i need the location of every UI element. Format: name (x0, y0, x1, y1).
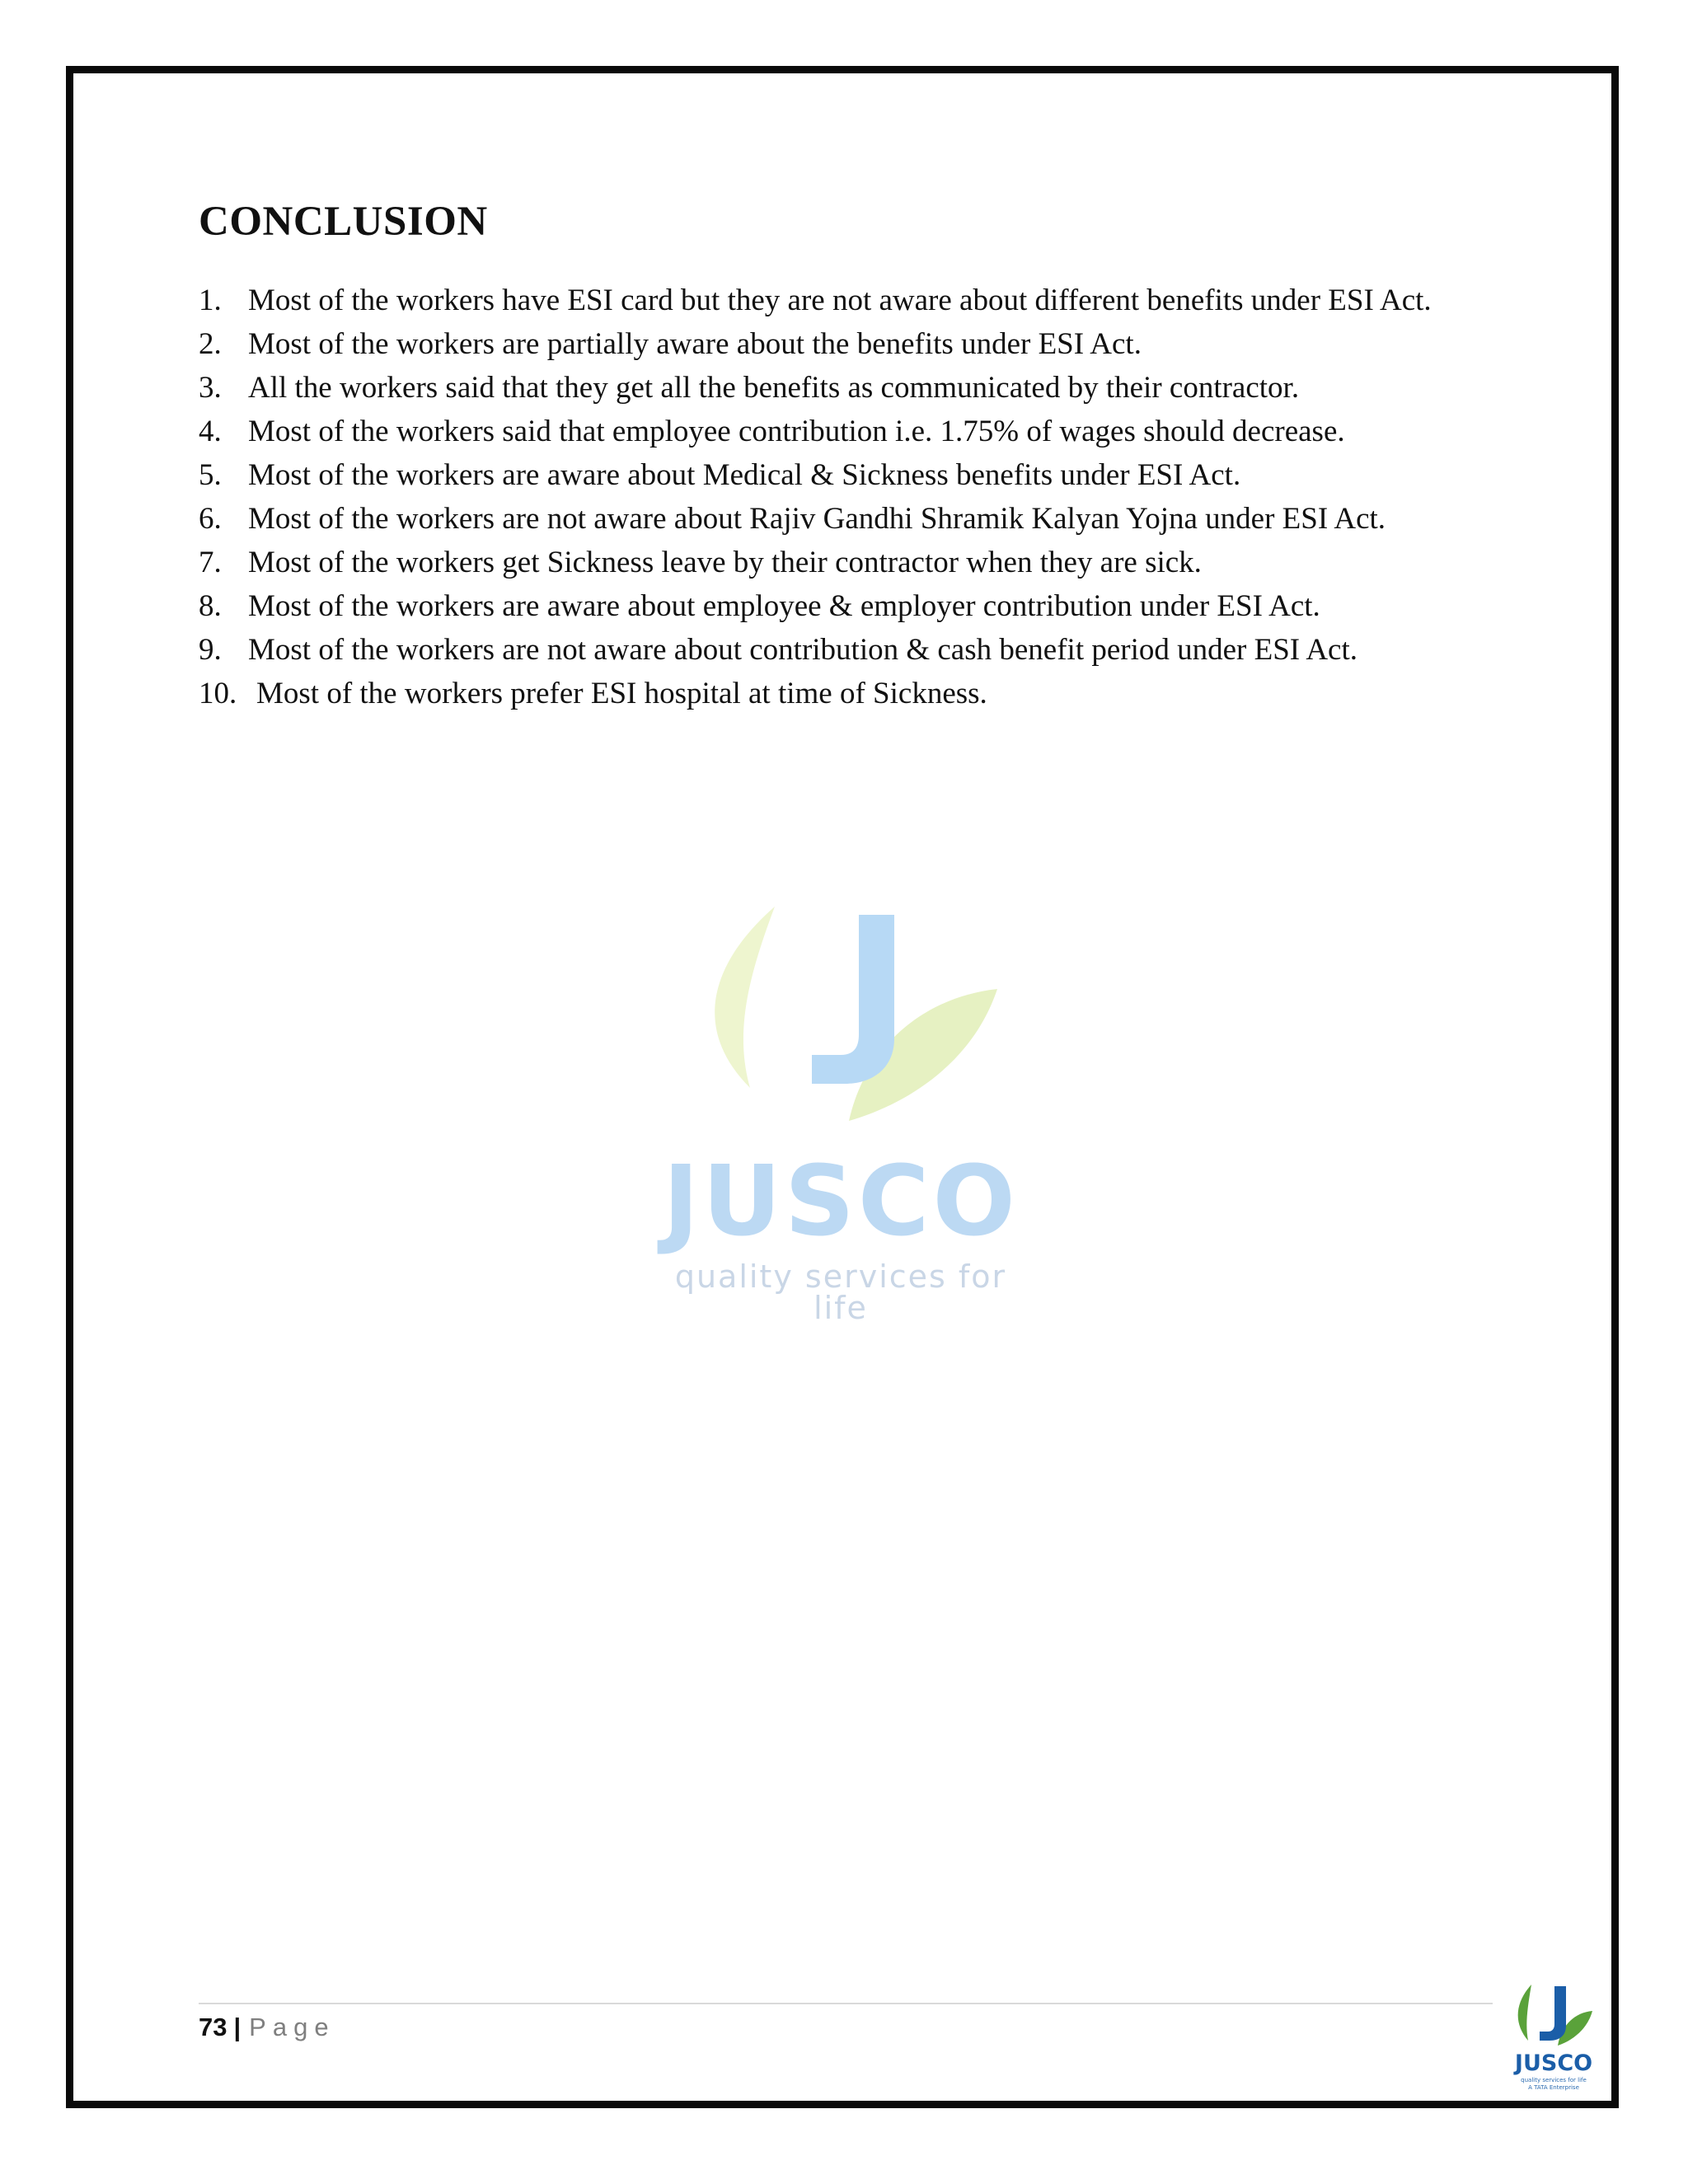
list-item-text: Most of the workers are not aware about Rajiv Gandhi Shramik Kalyan Yojna under ESI Act. (248, 502, 1386, 536)
list-item-text: All the workers said that they get all the benefits as communicated by their contractor. (248, 371, 1300, 405)
list-item-number: 5. (199, 458, 222, 492)
jusco-leaf-logo-icon (643, 890, 1039, 1154)
list-item (199, 672, 1501, 715)
list-item (199, 322, 1501, 366)
page-separator: | (233, 2013, 241, 2041)
list-item-number: 2. (199, 327, 222, 361)
list-item-text: Most of the workers said that employee contribution i.e. 1.75% of wages should decrease. (248, 415, 1345, 448)
list-item (199, 584, 1501, 628)
footer-logo-subtag: A TATA Enterprise (1528, 2084, 1579, 2091)
footer-divider (199, 2003, 1493, 2004)
list-item (199, 628, 1501, 672)
jusco-watermark (643, 890, 1039, 1326)
list-item-number: 4. (199, 415, 222, 448)
list-item-text: Most of the workers prefer ESI hospital at time of Sickness. (256, 677, 987, 710)
list-item-number: 3. (199, 371, 222, 405)
list-item (199, 497, 1501, 541)
list-item (199, 453, 1501, 497)
list-item-text: Most of the workers are aware about employee & employer contribution under ESI Act. (248, 589, 1320, 623)
list-item-text: Most of the workers are partially aware about the benefits under ESI Act. (248, 327, 1142, 361)
page-heading: CONCLUSION (199, 199, 488, 245)
list-item (199, 410, 1501, 453)
list-item-number: 8. (199, 589, 222, 623)
jusco-logo-icon (1500, 1978, 1607, 2052)
page-number: 73 (199, 2013, 227, 2041)
watermark-tagline: quality services for life (674, 1258, 1007, 1326)
list-item-number: 1. (199, 284, 222, 317)
list-item-text: Most of the workers get Sickness leave by their contractor when they are sick. (248, 546, 1202, 579)
list-item (199, 366, 1501, 410)
list-item-text: Most of the workers have ESI card but they are not aware about different benefits under ESI Act. (248, 284, 1432, 317)
page-footer (199, 2011, 335, 2044)
list-item-number: 9. (199, 633, 222, 667)
list-item-number: 6. (199, 502, 222, 536)
list-item (199, 541, 1501, 584)
list-item-number: 10. (199, 677, 237, 710)
list-item (199, 279, 1501, 322)
conclusion-list (199, 279, 1501, 715)
footer-logo-tagline (1500, 2077, 1607, 2092)
footer-logo-brand: JUSCO (1514, 2050, 1593, 2076)
watermark-brand: JUSCO (663, 1144, 1019, 1258)
footer-logo-tagline-line: quality services for life (1521, 2077, 1587, 2083)
list-item-number: 7. (199, 546, 222, 579)
footer-logo (1500, 1978, 1607, 2102)
list-item-text: Most of the workers are not aware about contribution & cash benefit period under ESI Act. (248, 633, 1358, 667)
page-label: Page (249, 2013, 335, 2041)
list-item-text: Most of the workers are aware about Medical & Sickness benefits under ESI Act. (248, 458, 1241, 492)
